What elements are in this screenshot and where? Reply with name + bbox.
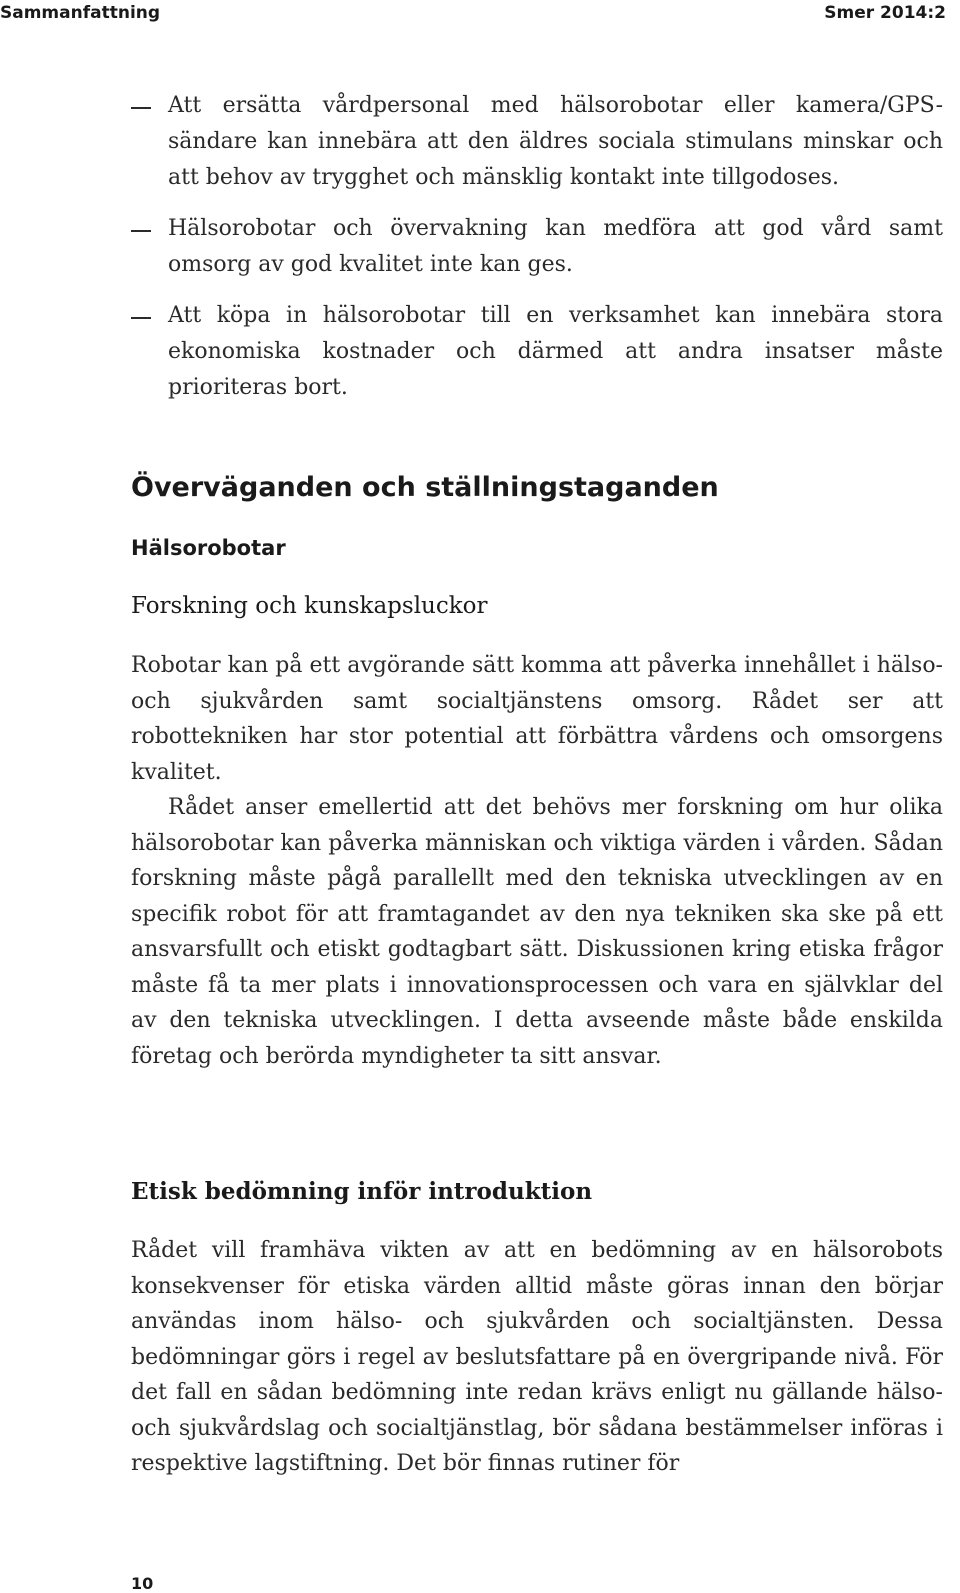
- bullet-list: [131, 88, 943, 406]
- subsection-title: Hälsorobotar: [131, 536, 286, 560]
- ethics-heading: Etisk bedömning inför introduktion: [131, 1178, 593, 1205]
- research-heading: Forskning och kunskapsluckor: [131, 593, 488, 619]
- section-title: Överväganden och ställningstaganden: [131, 472, 719, 503]
- list-item-text: Hälsorobotar och övervakning kan medföra att god vård samt omsorg av god kvalitet inte kan ges.: [168, 216, 943, 277]
- research-body: [131, 648, 943, 1074]
- list-item: [131, 298, 943, 406]
- page-content: [131, 88, 943, 1476]
- research-paragraph-2: Rådet anser emellertid att det behövs mer forskning om hur olika hälsorobotar kan påverka människan och viktiga värden i vården. Sådan forskning måste pågå parallellt med den tekniska utvecklingen av en specifik robot för att framtagandet av den nya tekniken ska ske på ett ansvarsfullt och etiskt godtagbart sätt. Diskussionen kring etiska frågor måste få ta mer plats i innovationsprocessen och vara en självklar del av den tekniska utvecklingen. I detta avseende måste både enskilda företag och berörda myndigheter ta sitt ansvar.: [131, 795, 943, 1069]
- page-number: 10: [131, 1574, 154, 1593]
- list-item: [131, 88, 943, 196]
- header-report-id: Smer 2014:2: [824, 3, 946, 23]
- list-item-text: Att ersätta vårdpersonal med hälsorobotar eller kamera/GPS-sändare kan innebära att den äldres sociala stimulans minskar och att behov av trygghet och mänsklig kontakt inte tillgodoses.: [168, 93, 943, 190]
- ethics-paragraph: Rådet vill framhäva vikten av att en bedömning av en hälsorobots konsekvenser för etiska värden alltid måste göras innan den börjar användas inom hälso- och sjukvården och socialtjänsten. Dessa bedömningar görs i regel av beslutsfattare på en övergripande nivå. För det fall en sådan bedömning inte redan krävs enligt nu gällande hälso- och sjukvårdslag och socialtjänstlag, bör sådana bestämmelser införas i respektive lagstiftning. Det bör finnas rutiner för: [131, 1238, 943, 1476]
- list-item: [131, 211, 943, 283]
- header-section-name: Sammanfattning: [0, 3, 161, 23]
- research-paragraph-1: Robotar kan på ett avgörande sätt komma att påverka innehållet i hälso- och sjukvården samt socialtjänstens omsorg. Rådet ser att robottekniken har stor potential att förbättra vårdens och omsorgens kvalitet.: [131, 653, 943, 785]
- list-item-text: Att köpa in hälsorobotar till en verksamhet kan innebära stora ekonomiska kostnader och därmed att andra insatser måste prioriteras bort.: [168, 303, 943, 400]
- ethics-body: [131, 1233, 943, 1482]
